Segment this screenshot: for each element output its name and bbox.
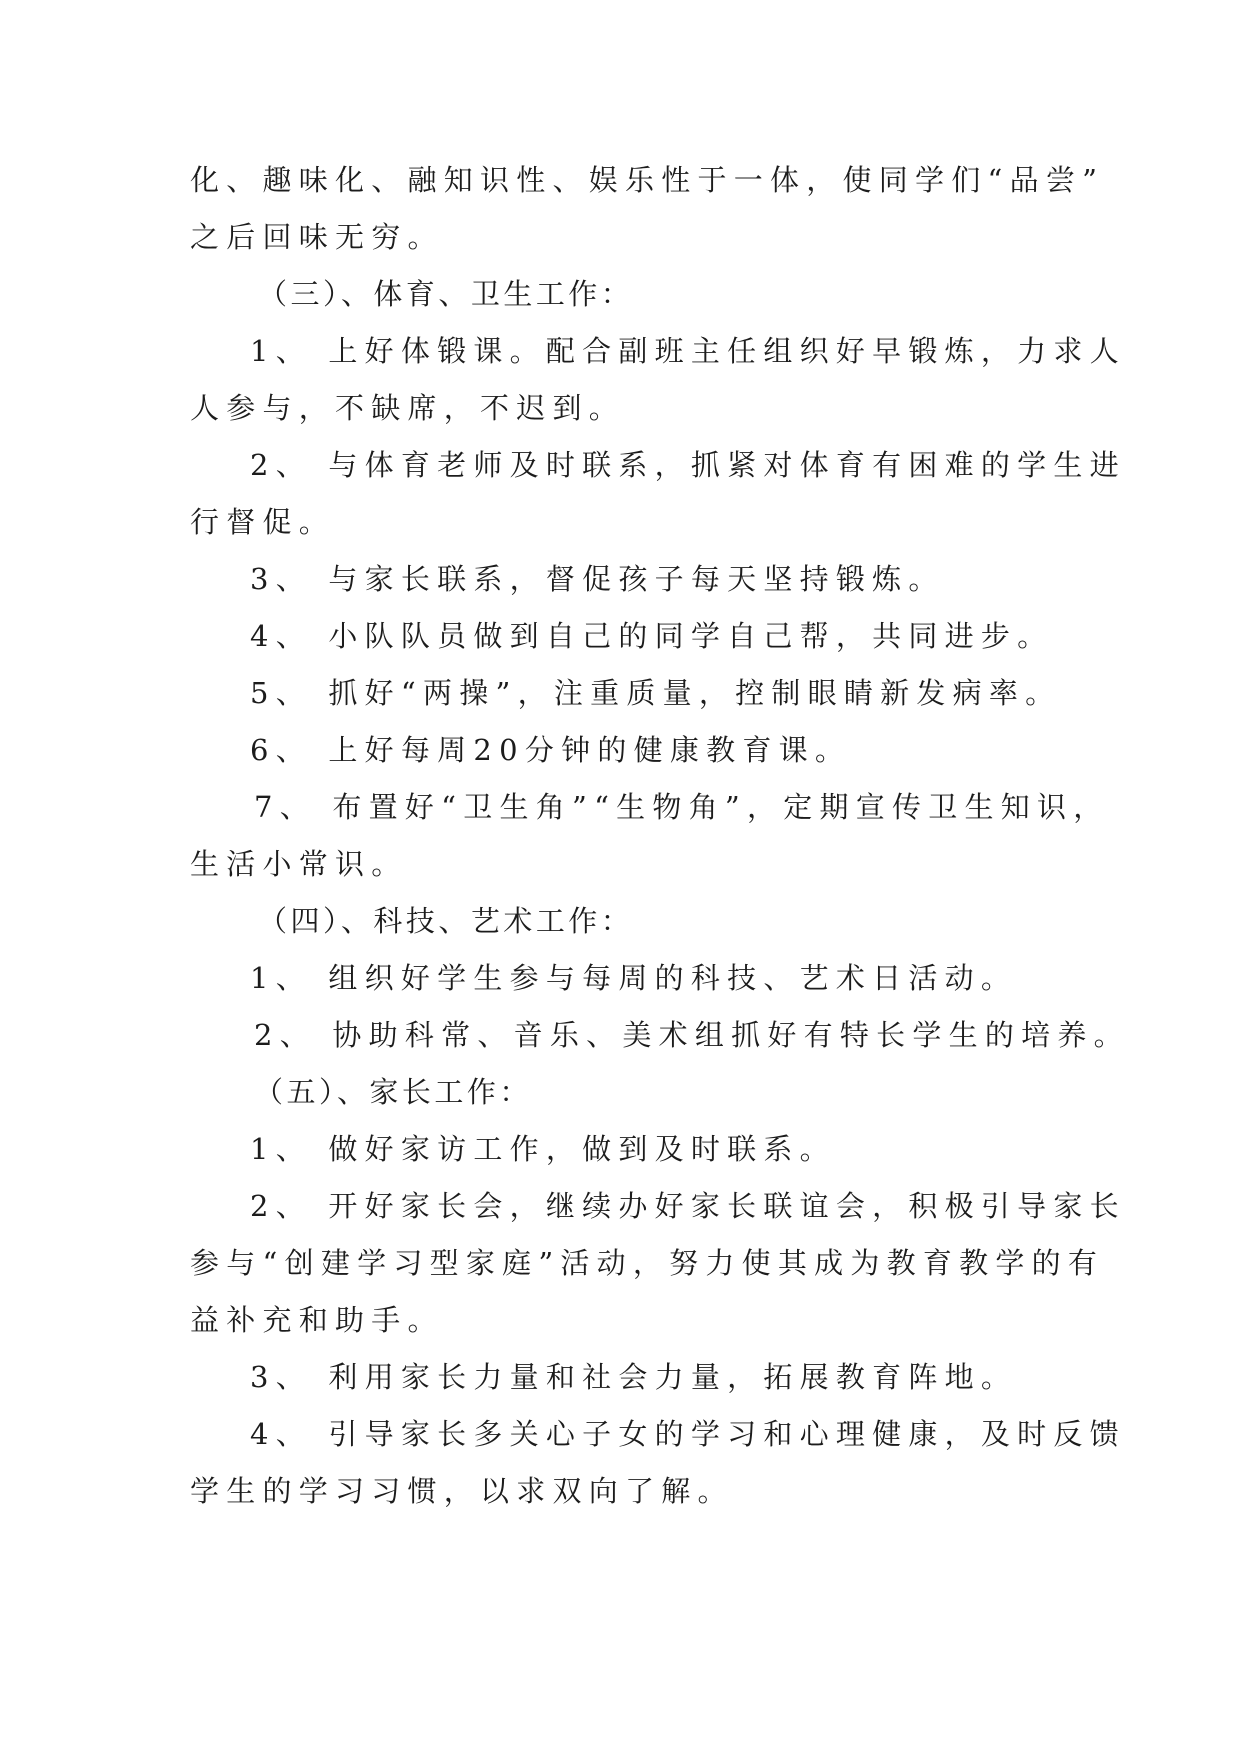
list-item: 3、 利用家长力量和社会力量，拓展教育阵地。 <box>250 1360 1018 1394</box>
section-heading-5: （五）、家长工作： <box>254 1075 532 1109</box>
list-item: 1、 上好体锻课。配合副班主任组织好早锻炼，力求人 <box>250 334 1126 368</box>
list-item: 4、 引导家长多关心子女的学习和心理健康，及时反馈 <box>250 1417 1126 1451</box>
paragraph-line: 参与“创建学习型家庭”活动，努力使其成为教育教学的有 <box>190 1246 1105 1280</box>
list-item: 1、 做好家访工作，做到及时联系。 <box>250 1132 836 1166</box>
paragraph-line: 之后回味无穷。 <box>190 220 444 254</box>
list-item: 6、 上好每周20分钟的健康教育课。 <box>250 733 852 767</box>
list-item: 1、 组织好学生参与每周的科技、艺术日活动。 <box>250 961 1018 995</box>
list-item: 2、 开好家长会，继续办好家长联谊会，积极引导家长 <box>250 1189 1126 1223</box>
section-heading-3: （三）、体育、卫生工作： <box>258 277 634 311</box>
list-item: 2、 协助科常、音乐、美术组抓好有特长学生的培养。 <box>254 1018 1130 1052</box>
paragraph-line: 行督促。 <box>190 505 336 539</box>
paragraph-line: 人参与，不缺席，不迟到。 <box>190 391 626 425</box>
list-item: 3、 与家长联系，督促孩子每天坚持锻炼。 <box>250 562 945 596</box>
paragraph-line: 学生的学习习惯，以求双向了解。 <box>190 1474 734 1508</box>
list-item: 2、 与体育老师及时联系，抓紧对体育有困难的学生进 <box>250 448 1126 482</box>
list-item: 4、 小队队员做到自己的同学自己帮，共同进步。 <box>250 619 1054 653</box>
list-item: 7、 布置好“卫生角”“生物角”，定期宣传卫生知识， <box>254 790 1110 824</box>
section-heading-4: （四）、科技、艺术工作： <box>258 904 634 938</box>
list-item: 5、 抓好“两操”，注重质量，控制眼睛新发病率。 <box>250 676 1062 710</box>
paragraph-line: 生活小常识。 <box>190 847 408 881</box>
paragraph-line: 益补充和助手。 <box>190 1303 444 1337</box>
paragraph-line: 化、趣味化、融知识性、娱乐性于一体，使同学们“品尝” <box>190 163 1105 197</box>
